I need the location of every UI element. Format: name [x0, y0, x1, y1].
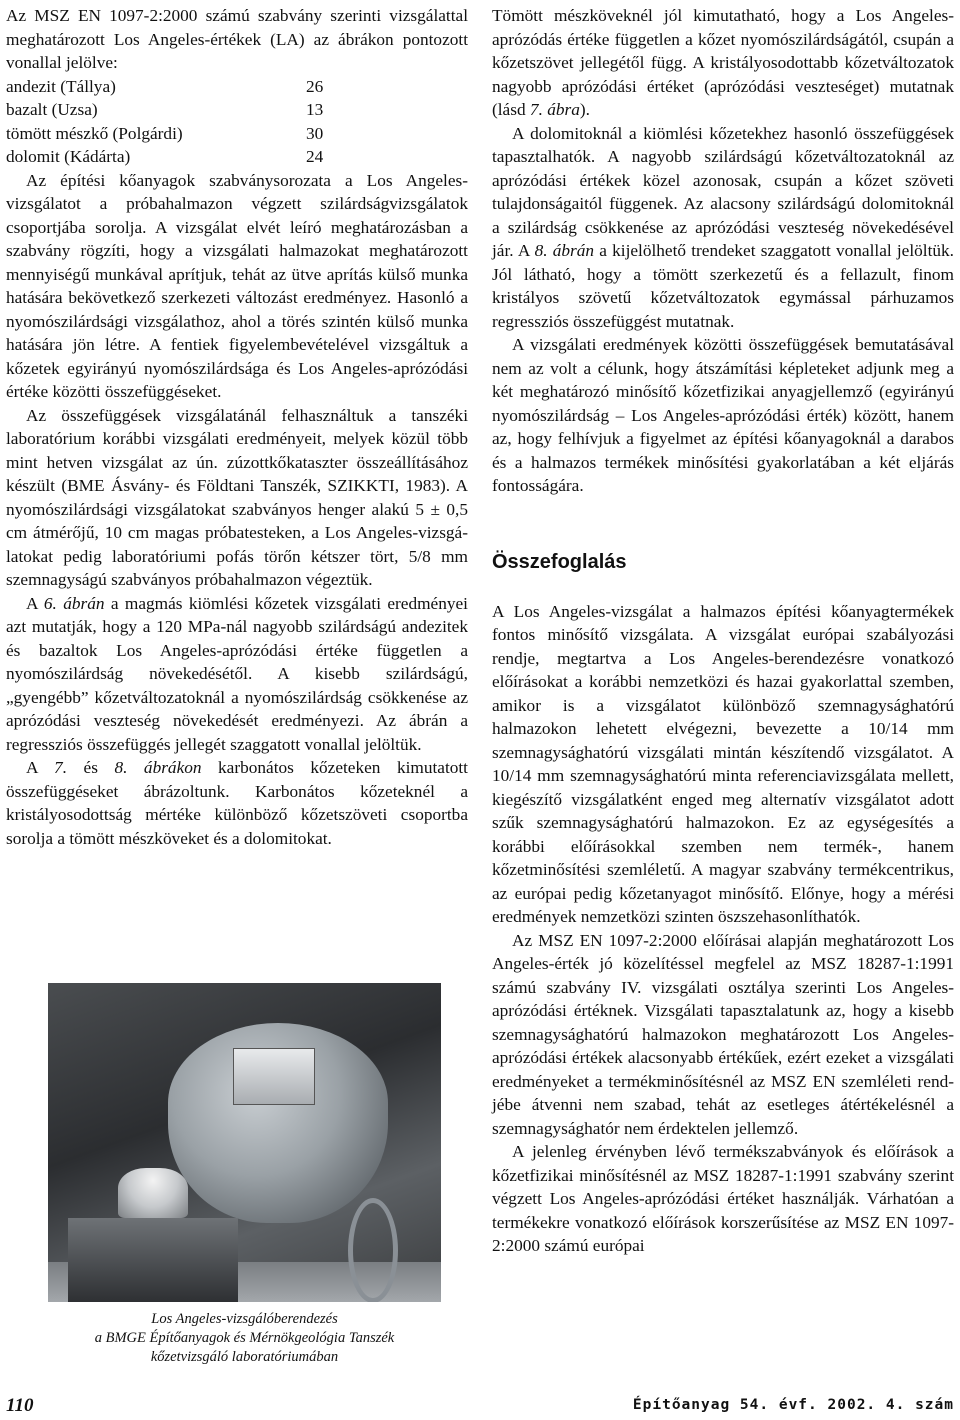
- caption-line: Los Angeles-vizsgálóberendezés: [151, 1311, 338, 1327]
- left-column: [6, 4, 468, 850]
- caption-line: kőzetvizsgáló laboratóriumában: [150, 1349, 339, 1365]
- figure-reference: 7.: [54, 758, 68, 777]
- la-value-row: [6, 145, 468, 169]
- body-paragraph: A Los Angeles-vizsgálat a halmazos építési kőanyagtermékek fontos minősítő vizsgálata. A vizsgálat európai szabályozási rendje, megtartva a Los Angeles-berendezésre vonatkozó előírásokat a korábbi nemzetközi és hazai gyakorlattal szemben, amikor is a vizsgálatot különböző szemnagysághatórú halmazokon lehetett elvégezni, bevezette a 10/14 mm szemnagysághatórú vizsgálati mintán készítendő vizsgálatot. A 10/14 mm szemnagysághatórú minta referenciavizsgálata mellett, kiegészítő vizsgálatként enged meg alternatív vizsgálatot adott szűk szemnagysághatórú halmazokon. Ez az egységesítés a korábbi előírásokkal szemben nem termék-, hanem kőzetminősítési szemléletű. A magyar szabvány termékcentrikus, az európai pedig kőzetanyagot minősítő. Előnye, hogy a mérési eredmények nemzetközi szinten öszszehasonlíthatók.: [492, 601, 954, 926]
- caption-line: a BMGE Építőanyagok és Mérnökgeológia Tanszék: [94, 1330, 395, 1346]
- figure-reference: 8. ábrákon: [114, 758, 202, 777]
- intro-paragraph: Az MSZ EN 1097-2:2000 számú szabvány szerinti vizsgálattal meghatározott Los Angeles-értékek (LA) az ábrákon pontozott vonallal jelölve:: [6, 6, 468, 72]
- body-paragraph: A dolomitoknál a kiömlési kőzetekhez hasonló összefüggések tapasztalhatók. A nagyobb szilárdságú kőzetváltozatoknál az aprózódási értékek közel azonosak, csupán a kőzet szöveti tulajdonságaitól függenek. Az alacsony szilárdságú dolomitoknál a szilárdság csökkenése az aprózódási veszteség növekedésével jár. A 8. ábrán a kijelölhető trendeket szaggatott vonallal jelöltük. Jól látható, hogy a tömött szerkezetű és a fellazult, finom kristályos szövetű kőzetváltozatok egymással párhuzamos regressziós összefüggést mutatnak.: [492, 123, 954, 331]
- body-paragraph: A 6. ábrán a magmás kiömlési kőzetek vizsgálati eredményei azt mutatják, hogy a 120 MPa-nál nagyobb szilárdságú andezitek és bazaltok Los Angeles-aprózódási értéke független a nyomószilárdság növekedésétől. A kisebb szilárdságú, „gyengébb” kőzetváltozatoknál a nyomószilárdság csökkenése az aprózódási veszteség növekedését eredményezi. Az ábrán a regressziós összefüggés jellegét szaggatott vonallal jelöltük.: [6, 593, 468, 754]
- rock-la-value: 13: [306, 100, 324, 119]
- body-paragraph: Az építési kőanyagok szabványsorozata a Los Angeles-vizsgálatot a próbahalmazon végzett szilárdságvizsgálatok csoportjába sorolja. A vizsgálat elvét leíró meghatározásban a szabvány rögzíti, hogy a vizsgálati halmazokat meghatározott mennyiségű munkával aprítjuk, tehát az ütve aprítás külső munka hatására bekövetkező szerkezeti változást eredményez. Hasonló a nyomószilárdsági vizsgálathoz, ahol a törés szintén külső munka hatására jön létre. A fentiek figyelembevételével vizsgáltuk a kőzetek egyirányú nyomószilárdsága és Los Angeles-aprózódási értéke közötti összefüggéseket.: [6, 170, 468, 401]
- la-values-list: [6, 75, 468, 169]
- body-paragraph: A jelenleg érvényben lévő termékszabványok és előírások a kőzetfizikai minősítésnél az MSZ 18287-1:1991 szabvány szerint végzett Los Angeles-aprózódási értéket használják. Várhatóan a termékekre vonatkozó előírások korszerűsítése az MSZ EN 1097-2:2000 számú európai: [492, 1142, 954, 1255]
- body-paragraph: Tömött mészköveknél jól kimutatható, hogy a Los Angeles-aprózódás értéke független a kőzet nyomószilárdságától, csupán a kőzetszövet jellegétől függ. A kristályosodottabb kőzetváltozatok nagyobb aprózódási értéket (aprózódási veszteséget) mutatnak (lásd 7. ábra).: [492, 6, 954, 119]
- rock-la-value: 24: [306, 147, 324, 166]
- la-apparatus-photo: [48, 983, 441, 1302]
- body-paragraph: A 7. és 8. ábrákon karbonátos kőzeteken kimutatott összefüggéseket ábrázoltunk. Karbonátos kőzeteknél a kristályosodottság mértéke különböző kőzetszöveti csoportba sorolja a tömött mészköveket és a dolomitokat.: [6, 758, 468, 848]
- la-value-row: [6, 122, 468, 146]
- figure-reference: 7. ábra: [529, 100, 580, 119]
- right-column: [492, 4, 954, 1258]
- figure-reference: 8. ábrán: [534, 241, 595, 260]
- page-number: 110: [6, 1395, 34, 1416]
- figure-reference: 6. ábrán: [43, 593, 105, 613]
- rock-name: tömött mészkő (Polgárdi): [6, 123, 183, 143]
- body-paragraph: Az összefüggések vizsgálatánál felhasználtuk a tanszéki laboratórium korábbi vizsgálati eredményeit, melyek közül több mint hetven vizsgálat az ún. zúzottkőkataszter összeállításához készült (BME Ásvány- és Földtani Tanszék, SZIKKTI, 1983). A nyomószilárdsági vizsgálatokat szabványos henger alakú 5 ± 0,5 cm átmérőjű, 10 cm magas próbatesteken, a Los Angeles-vizsgálatokat pedig laboratóriumi pofás törőn kétszer tört, 5/8 mm szemnagyságú szabványos próbahalmazon végeztük.: [6, 405, 468, 589]
- body-paragraph: A vizsgálati eredmények közötti összefüggések bemutatásával nem az volt a célunk, hogy átszámítási képleteket adjunk meg a két meghatározó minősítő kőzetfizikai anyagjellemző (egyirányú nyomószilárdság – Los Angeles-aprózódási érték) között, hanem az, hogy felhívjuk a figyelmet az építési kőanyagoknál a darabos és a halmazos termékek minősítési gyakorlatában a két eljárás fontosságára.: [492, 335, 954, 495]
- rock-la-value: 26: [306, 76, 324, 96]
- body-paragraph: Az MSZ EN 1097-2:2000 előírásai alapján meghatározott Los Angeles-érték jó közelítéssel megfelel az MSZ 18287-1:1991 számú szabvány IV. vizsgálati osztálya szerinti Los Angeles-aprózódási értéknek. Vizsgálati tapasztalatunk az, hogy a kisebb szemnagysághatórú halmazokon meghatározott Los Angeles-aprózódási értékek alacsonyabb értékűek, ezért ezeket a vizsgálati eredményeket a termékminősítésnél az MSZ EN szemléleti rendjébe átvenni nem szabad, tehát az esetleges átértékelésnél a szemnagysághatór nem érdektelen jellemző.: [492, 930, 954, 1138]
- journal-footer: Építőanyag 54. évf. 2002. 4. szám: [632, 1397, 954, 1413]
- la-value-row: [6, 98, 468, 122]
- figure-caption: [48, 1310, 441, 1367]
- section-heading: Összefoglalás: [492, 550, 627, 573]
- la-value-row: [6, 75, 468, 99]
- rock-name: andezit (Tállya): [6, 76, 116, 96]
- rock-name: dolomit (Kádárta): [6, 147, 131, 166]
- rock-la-value: 30: [306, 123, 324, 143]
- rock-name: bazalt (Uzsa): [6, 100, 98, 119]
